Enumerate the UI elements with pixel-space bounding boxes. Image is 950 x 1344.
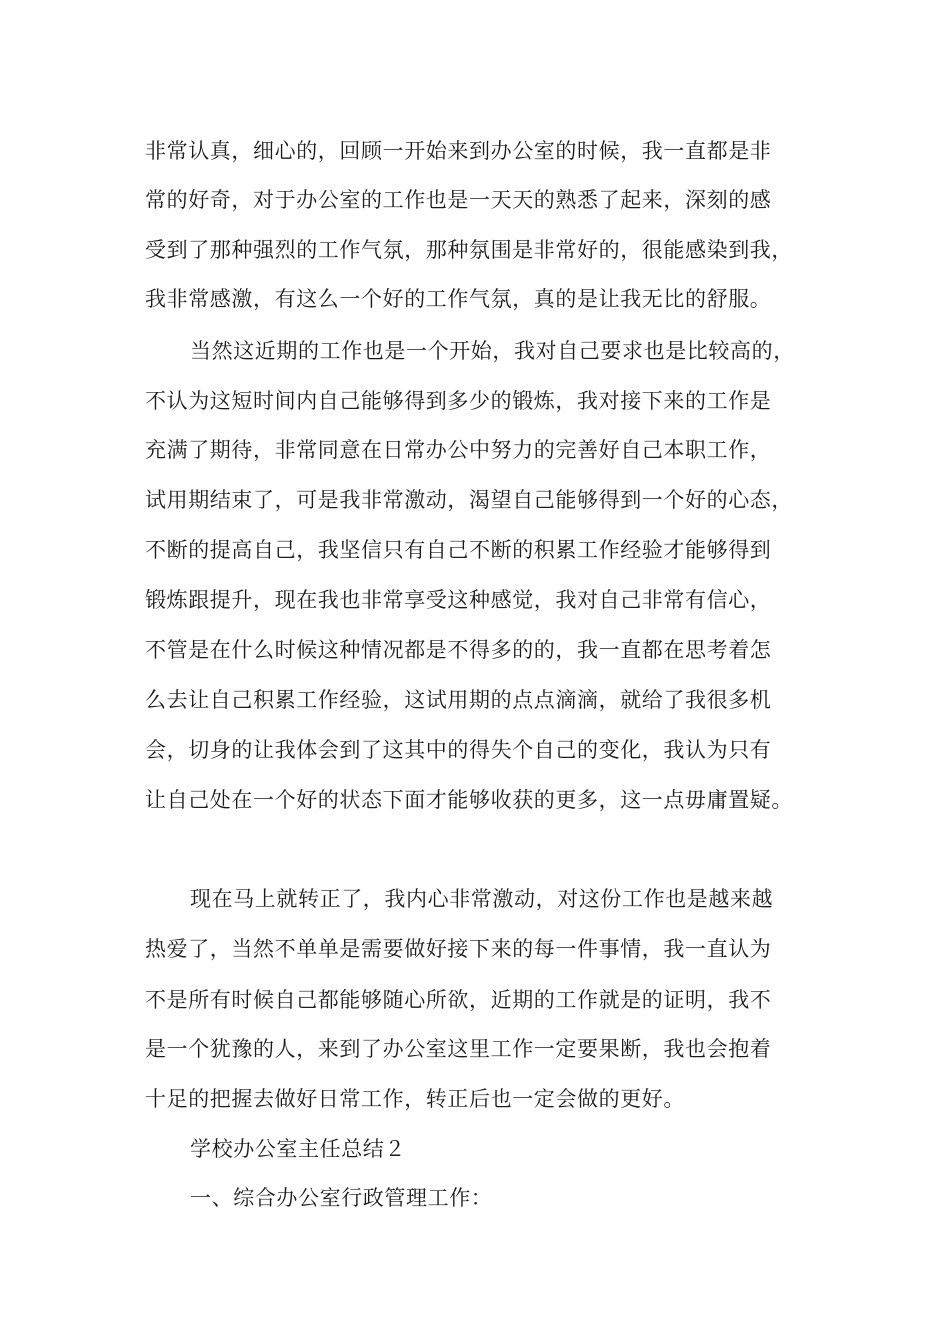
text-line: 常的好奇，对于办公室的工作也是一天天的熟悉了起来，深刻的感 [145,188,772,212]
paragraph-start-line: 当然这近期的工作也是一个开始，我对自己要求也是比较高的， [190,339,795,363]
text-line: 让自己处在一个好的状态下面才能够收获的更多，这一点毋庸置疑。 [145,788,793,812]
text-line: 不管是在什么时候这种情况都是不得多的的，我一直都在思考着怎 [145,638,772,662]
text-line: 热爱了，当然不单单是需要做好接下来的每一件事情，我一直认为 [145,937,772,961]
text-line: 充满了期待，非常同意在日常办公中努力的完善好自己本职工作， [145,438,772,462]
paragraph-start-line: 现在马上就转正了，我内心非常激动，对这份工作也是越来越 [190,887,774,911]
text-line: 非常认真，细心的，回顾一开始来到办公室的时候，我一直都是非 [145,139,772,163]
text-line: 么去让自己积累工作经验，这试用期的点点滴滴，就给了我很多机 [145,688,772,712]
text-line: 会，切身的让我体会到了这其中的得失个自己的变化，我认为只有 [145,738,772,762]
text-line: 我非常感激，有这么一个好的工作气氛，真的是让我无比的舒服。 [145,287,772,311]
text-line: 不断的提高自己，我坚信只有自己不断的积累工作经验才能够得到 [145,538,772,562]
text-line: 试用期结束了，可是我非常激动，渴望自己能够得到一个好的心态， [145,488,793,512]
text-line: 不认为这短时间内自己能够得到多少的锻炼，我对接下来的工作是 [145,389,772,413]
text-line: 不是所有时候自己都能够随心所欲，近期的工作就是的证明，我不 [145,988,772,1012]
subsection-heading: 一、综合办公室行政管理工作： [190,1186,493,1210]
text-line: 锻炼跟提升，现在我也非常享受这种感觉，我对自己非常有信心， [145,588,772,612]
text-line: 十足的把握去做好日常工作，转正后也一定会做的更好。 [145,1087,685,1111]
text-line: 是一个犹豫的人，来到了办公室这里工作一定要果断，我也会抱着 [145,1037,772,1061]
text-line: 受到了那种强烈的工作气氛，那种氛围是非常好的，很能感染到我， [145,238,793,262]
section-heading: 学校办公室主任总结２ [190,1137,406,1161]
